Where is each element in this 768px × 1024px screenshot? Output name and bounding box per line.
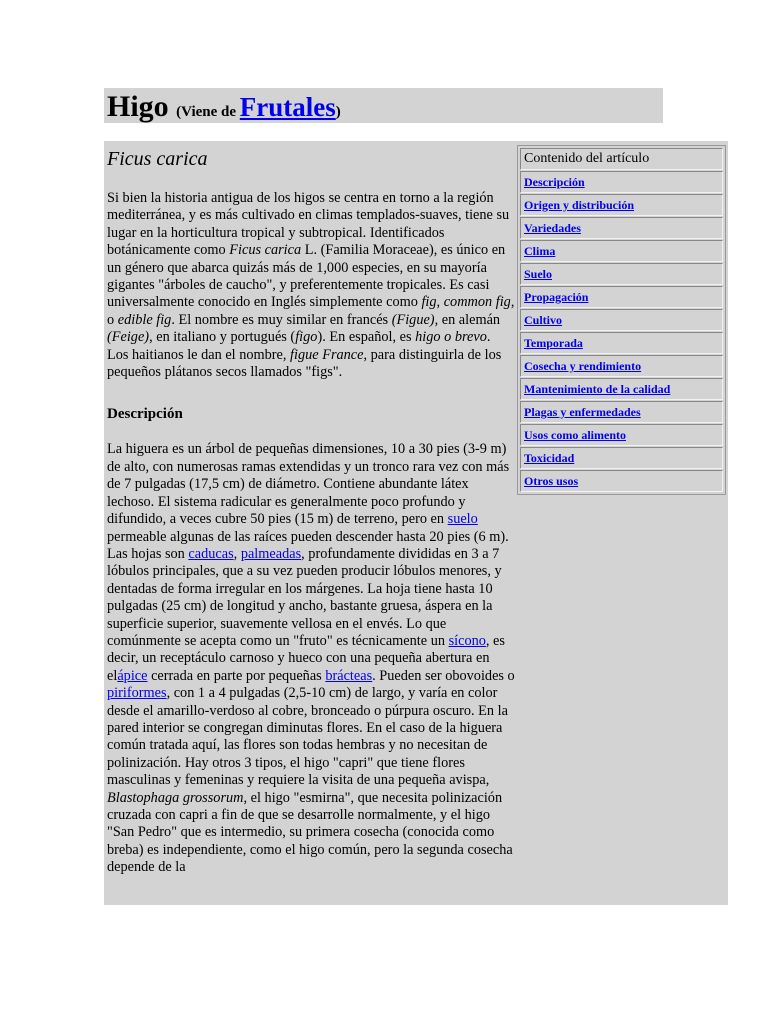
toc-link-temporada[interactable]: Temporada: [524, 336, 583, 350]
toc-item-cosecha: [520, 355, 723, 377]
toc-item-toxicidad: [520, 447, 723, 469]
link-caducas[interactable]: caducas: [188, 545, 234, 562]
title-bar: [104, 88, 663, 123]
page-title-text: Higo: [107, 90, 169, 123]
toc-item-usos-alimento: [520, 424, 723, 446]
section-heading-descripcion: Descripción: [107, 406, 183, 423]
link-suelo[interactable]: suelo: [447, 511, 478, 528]
toc-item-plagas: [520, 401, 723, 423]
parent-reference: [176, 92, 341, 122]
toc-link-cultivo[interactable]: Cultivo: [524, 313, 563, 327]
toc-item-descripcion: [520, 171, 723, 193]
link-piriformes[interactable]: piriformes: [107, 685, 167, 702]
toc-item-origen: [520, 194, 723, 216]
parent-prefix: (Viene de: [176, 104, 240, 120]
toc-item-variedades: [520, 217, 723, 239]
toc-item-cultivo: [520, 309, 723, 331]
toc-item-temporada: [520, 332, 723, 354]
parent-suffix: ): [335, 104, 341, 120]
toc-item-propagacion: [520, 286, 723, 308]
toc-title: Contenido del artículo: [520, 148, 723, 170]
toc-link-toxicidad[interactable]: Toxicidad: [524, 451, 575, 465]
toc-item-otros-usos: [520, 470, 723, 492]
article-heading: Ficus carica: [107, 148, 208, 170]
link-bracteas[interactable]: brácteas: [325, 667, 373, 684]
toc-item-mantenimiento: [520, 378, 723, 400]
toc-link-clima[interactable]: Clima: [524, 244, 556, 258]
link-palmeadas[interactable]: palmeadas: [240, 545, 302, 562]
page-title: [107, 90, 341, 129]
link-sicono[interactable]: sícono: [448, 632, 486, 649]
toc-link-usos-alimento[interactable]: Usos como alimento: [524, 428, 626, 442]
toc-link-descripcion[interactable]: Descripción: [524, 175, 585, 189]
toc-link-mantenimiento[interactable]: Mantenimiento de la calidad: [524, 382, 671, 396]
toc-item-suelo: [520, 263, 723, 285]
article-body: [107, 147, 515, 877]
toc-link-plagas[interactable]: Plagas y enfermedades: [524, 405, 641, 419]
parent-link-frutales[interactable]: Frutales: [239, 92, 336, 122]
description-paragraph: La higuera es un árbol de pequeñas dimensiones, 10 a 30 pies (3-9 m) de alto, con numerosas ramas extendidas y un tronco rara vez con más de 7 pulgadas (17,5 cm) de diámetro. Contiene abundante látex lechoso. El sistema radicular es generalmente poco profundo y difundido, a veces cubre 50 pies (15 m) de terreno, pero en suelo permeable algunas de las raíces pueden descender hasta 20 pies (6 m). Las hojas son caducas, palmeadas, profundamente divididas en 3 a 7 lóbulos principales, que a su vez pueden producir lóbulos menores, y dentadas de forma irregular en los márgenes. La hoja tiene hasta 10 pulgadas (25 cm) de longitud y ancho, bastante gruesa, áspera en la superficie superior, suavemente vellosa en el envés. Lo que comúnmente se acepta como un "fruto" es técnicamente un sícono, es decir, un receptáculo carnoso y hueco con una pequeña abertura en elápice cerrada en parte por pequeñas brácteas. Pueden ser obovoides o piriformes, con 1 a 4 pulgadas (2,5-10 cm) de largo, y varía en color desde el amarillo-verdoso al cobre, bronceado o púrpura oscuro. En la pared interior se congregan diminutas flores. En el caso de la higuera común tratada aquí, las flores son todas hembras y no necesitan de polinización. Hay otros 3 tipos, el higo "capri" que tiene flores masculinas y femeninas y requiere la visita de una pequeña avispa, Blastophaga grossorum, el higo "esmirna", que necesita polinización cruzada con capri a fin de que se desarrolle normalmente, y el higo "San Pedro" que es intermedio, su primera cosecha (conocida como breba) es independiente, como el higo común, pero la segunda cosecha depende de la: [107, 441, 515, 876]
intro-paragraph: Si bien la historia antigua de los higos se centra en torno a la región mediterránea, y es más cultivado en climas templados-suaves, tiene su lugar en la horticultura tropical y subtropical. Identificados botánicamente como Ficus carica L. (Familia Moraceae), es único en un género que abarca quizás más de 1,000 especies, en su mayoría gigantes "árboles de caucho", y preferentemente tropicales. Es casi universalmente conocido en Inglés simplemente como fig, common fig, o edible fig. El nombre es muy similar en francés (Figue), en alemán (Feige), en italiano y portugués (figo). En español, es higo o brevo. Los haitianos le dan el nombre, figue France, para distinguirla de los pequeños plátanos secos llamados "figs".: [107, 190, 515, 381]
toc-item-clima: [520, 240, 723, 262]
toc-link-propagacion[interactable]: Propagación: [524, 290, 589, 304]
toc-link-variedades[interactable]: Variedades: [524, 221, 581, 235]
toc-link-suelo[interactable]: Suelo: [524, 267, 553, 281]
table-of-contents: [517, 145, 726, 495]
link-apice[interactable]: ápice: [117, 667, 148, 684]
toc-link-origen[interactable]: Origen y distribución: [524, 198, 635, 212]
toc-link-cosecha[interactable]: Cosecha y rendimiento: [524, 359, 642, 373]
main-content: [104, 141, 728, 905]
toc-link-otros-usos[interactable]: Otros usos: [524, 474, 579, 488]
